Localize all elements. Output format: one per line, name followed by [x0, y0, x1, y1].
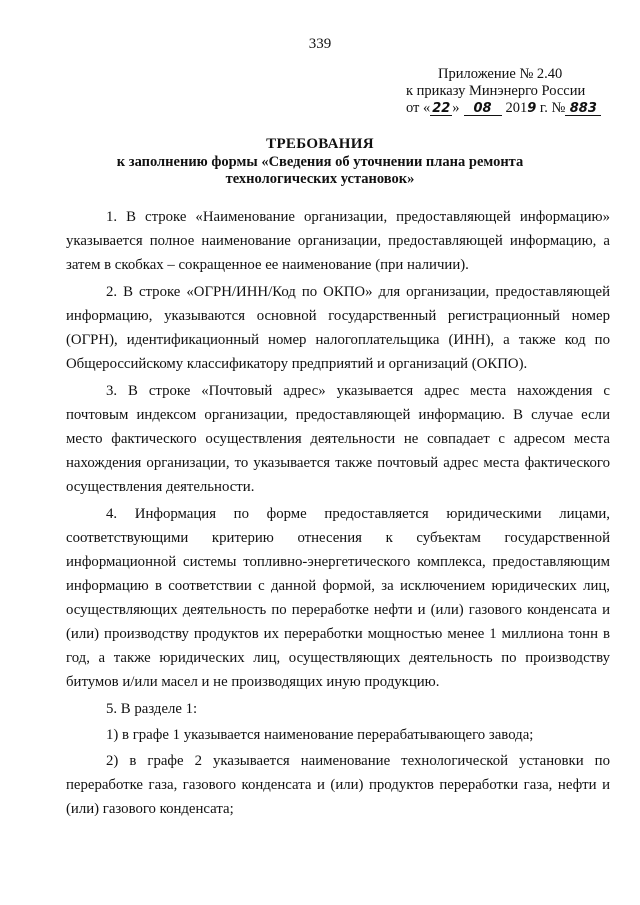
handwritten-order-number: 883	[565, 102, 601, 116]
paragraph-5-item-1: 1) в графе 1 указывается наименование перерабатывающего завода;	[106, 727, 534, 743]
paragraph-5-item-2: 2) в графе 2 указывается наименование технологической установки по переработке газа, газового конденсата и (или) продуктов переработки газа, нефти и (или) газового конденсата;	[66, 753, 610, 817]
date-year-prefix: 201	[505, 100, 528, 116]
title-subheading-line1: к заполнению формы «Сведения об уточнении плана ремонта	[116, 154, 524, 170]
date-prefix: от «	[406, 100, 431, 116]
handwritten-year-digit: 9	[527, 101, 537, 116]
handwritten-day: 22	[432, 101, 451, 116]
date-year-suffix: г. №	[536, 100, 566, 116]
paragraph-5: 5. В разделе 1:	[106, 701, 198, 717]
appendix-order-ref: к приказу Минэнерго России	[406, 83, 586, 99]
appendix-header	[406, 66, 601, 117]
title-heading: ТРЕБОВАНИЯ	[266, 136, 374, 152]
paragraph-1: 1. В строке «Наименование организации, предоставляющей информацию» указывается полное наименование организации, предоставляющей информацию, а затем в скобках – сокращенное ее наименование (при наличии).	[66, 209, 610, 273]
appendix-date-line	[406, 100, 601, 117]
handwritten-month: 08	[464, 102, 502, 116]
date-mid: »	[452, 100, 460, 116]
paragraph-2: 2. В строке «ОГРН/ИНН/Код по ОКПО» для организации, предоставляющей информацию, указываются основной государственный регистрационный номер (ОГРН), идентификационный номер налогоплательщика (ИНН), а также код по Общероссийскому классификатору предприятий и организаций (ОКПО).	[66, 284, 610, 372]
paragraph-4: 4. Информация по форме предоставляется юридическими лицами, соответствующими критерию отнесения к субъектам государственной информационной системы топливно-энергетического комплекса, предоставляющим информацию в соответствии с данной формой, за исключением юридических лиц, осуществляющих деятельность по переработке нефти и (или) газового конденсата и (или) производству продуктов их переработки мощностью менее 1 миллиона тонн в год, а также юридических лиц, осуществляющих деятельность по производству битумов и/или масел и не производящих иную продукцию.	[66, 506, 610, 690]
page-number: 339	[308, 36, 332, 52]
document-body	[66, 205, 610, 824]
document-title	[0, 134, 640, 188]
title-subheading-line2: технологических установок»	[225, 171, 415, 187]
paragraph-3: 3. В строке «Почтовый адрес» указывается адрес места нахождения с почтовым индексом организации, предоставляющей информацию. В случае если место фактического осуществления деятельности не совпадает с адресом места нахождения организации, то указывается также почтовый адрес места фактического осуществления деятельности.	[66, 383, 610, 495]
appendix-number: Приложение № 2.40	[438, 66, 563, 82]
